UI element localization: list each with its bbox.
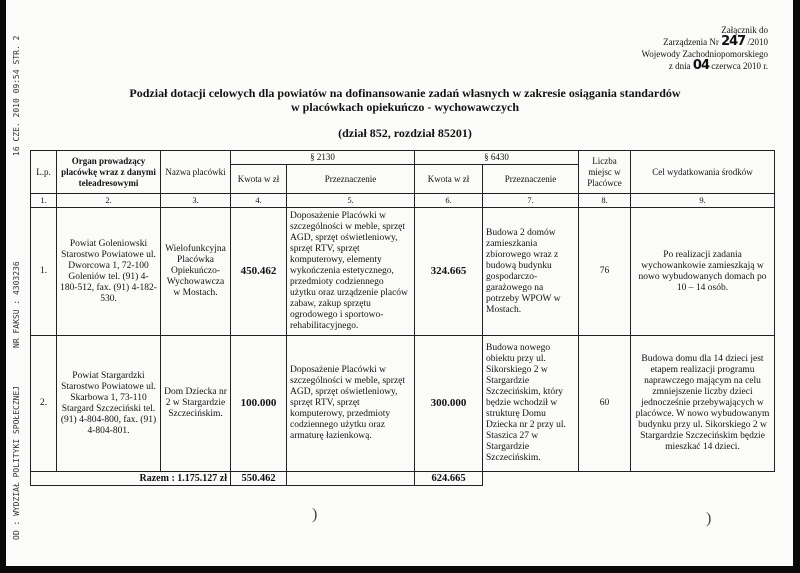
row-organ: Powiat Stargardzki Starostwo Powiatowe ul. Skarbowa 1, 73-110 Stargard Szczeciński tel. (91) 4-804-800, fax. (91) 4-804-801.: [57, 336, 161, 472]
row-przeznaczenie-2130: Doposażenie Placówki w szczególności w meble, sprzęt AGD, sprzęt oświetleniowy, sprzęt RTV, sprzęt komputerowy, elementy wykończenia estetycznego, przedmioty codziennego użytku oraz urządzenie placów zabaw, zakup sprzętu ogrodowego i sportowo-rehabilitacyjnego.: [287, 208, 415, 336]
header-miejsca: Liczba miejsc w Placówce: [579, 151, 631, 194]
row-miejsca: 60: [579, 336, 631, 472]
col-number: 1.: [31, 194, 57, 208]
row-miejsca: 76: [579, 208, 631, 336]
fax-number: NR FAKSU : 4303236: [12, 261, 21, 348]
col-number: 2.: [57, 194, 161, 208]
fax-timestamp: 16 CZE. 2010 09:54 STR. 2: [12, 35, 21, 156]
header-przeznaczenie-2130: Przeznaczenie: [287, 165, 415, 194]
row-przeznaczenie-6430: Budowa nowego obiektu przy ul. Sikorskiego 2 w Stargardzie Szczecińskim, który będzie wchodził w strukturę Domu Dziecka nr 2 przy ul. Staszica 27 w Stargardzie Szczecińskim.: [483, 336, 579, 472]
col-number: 9.: [631, 194, 775, 208]
row-nazwa: Wielofunkcyjna Placówka Opiekuńczo-Wychowawcza w Mostach.: [161, 208, 231, 336]
table-row: [31, 336, 775, 472]
row-kwota-2130: 100.000: [231, 336, 287, 472]
handwritten-number: 247: [721, 34, 746, 49]
row-cel: Po realizacji zadania wychowankowie zamieszkają w nowo wybudowanych domach po 10 – 14 osób.: [631, 208, 775, 336]
subsidy-table: [30, 150, 775, 486]
row-lp: 1.: [31, 208, 57, 336]
total-label: Razem :: [139, 473, 175, 484]
row-przeznaczenie-2130: Doposażenie Placówki w szczególności w meble, sprzęt AGD, sprzęt oświetleniowy, sprzęt RTV, sprzęt komputerowy, przedmioty codziennego użytku oraz armaturę łazienkową.: [287, 336, 415, 472]
total-label-cell: [31, 472, 231, 486]
scan-mark: ): [706, 510, 712, 527]
col-number: 3.: [161, 194, 231, 208]
col-number: 6.: [415, 194, 483, 208]
document-title: Podział dotacji celowych dla powiatów na dofinansowanie zadań własnych w zakresie osiągania standardów w placówkach opiekuńczo - wychowawczych: [129, 86, 681, 114]
total-value: 1.175.127 zł: [177, 473, 227, 484]
row-kwota-2130: 450.462: [231, 208, 287, 336]
fax-header-strip: [12, 20, 26, 540]
header-kwota-2130: Kwota w zł: [231, 165, 287, 194]
row-lp: 2.: [31, 336, 57, 472]
col-number: 4.: [231, 194, 287, 208]
total-row: [31, 472, 775, 486]
attachment-line2: Zarządzenia Nr 247 /2010: [663, 34, 768, 49]
header-nazwa: Nazwa placówki: [161, 151, 231, 194]
document-subtitle: (dział 852, rozdział 85201): [338, 126, 472, 140]
header-row-1: [31, 151, 775, 165]
fax-sender: OD : WYDZIAŁ POLITYKI SPOŁECZNEJ: [12, 385, 21, 540]
row-kwota-6430: 324.665: [415, 208, 483, 336]
attachment-note: [588, 24, 768, 72]
total-sum-6430: 624.665: [415, 472, 483, 486]
attachment-line3: Wojewody Zachodniopomorskiego: [641, 49, 768, 59]
column-number-row: [31, 194, 775, 208]
header-section-6430: § 6430: [415, 151, 579, 165]
attachment-line4: z dnia 04 czerwca 2010 r.: [668, 58, 768, 73]
empty-cell: [483, 472, 775, 486]
col-number: 8.: [579, 194, 631, 208]
row-cel: Budowa domu dla 14 dzieci jest etapem realizacji programu naprawczego mającym na celu zmniejszenie liczby dzieci jednocześnie przebywających w placówce. W nowo wybudowanym budynku przy ul. Sikorskiego 2 w Stargardzie Szczecińskim będzie mieszkać 14 dzieci.: [631, 336, 775, 472]
header-organ: Organ prowadzący placówkę wraz z danymi teleadresowymi: [57, 151, 161, 194]
total-sum-2130: 550.462: [231, 472, 287, 486]
handwritten-day: 04: [692, 58, 710, 73]
header-przeznaczenie-6430: Przeznaczenie: [483, 165, 579, 194]
row-organ: Powiat Goleniowski Starostwo Powiatowe ul. Dworcowa 1, 72-100 Goleniów tel. (91) 4-180-512, fax. (91) 4-182-530.: [57, 208, 161, 336]
attachment-line1: Załącznik do: [721, 25, 768, 35]
empty-cell: [287, 472, 415, 486]
scan-mark: ): [312, 506, 318, 523]
col-number: 5.: [287, 194, 415, 208]
header-kwota-6430: Kwota w zł: [415, 165, 483, 194]
header-lp: L.p.: [31, 151, 57, 194]
row-przeznaczenie-6430: Budowa 2 domów zamieszkania zbiorowego wraz z budową budynku gospodarczo-garażowego na potrzeby WPOW w Mostach.: [483, 208, 579, 336]
header-section-2130: § 2130: [231, 151, 415, 165]
row-kwota-6430: 300.000: [415, 336, 483, 472]
col-number: 7.: [483, 194, 579, 208]
table-row: [31, 208, 775, 336]
header-cel: Cel wydatkowania środków: [631, 151, 775, 194]
row-nazwa: Dom Dziecka nr 2 w Stargardzie Szczecińskim.: [161, 336, 231, 472]
